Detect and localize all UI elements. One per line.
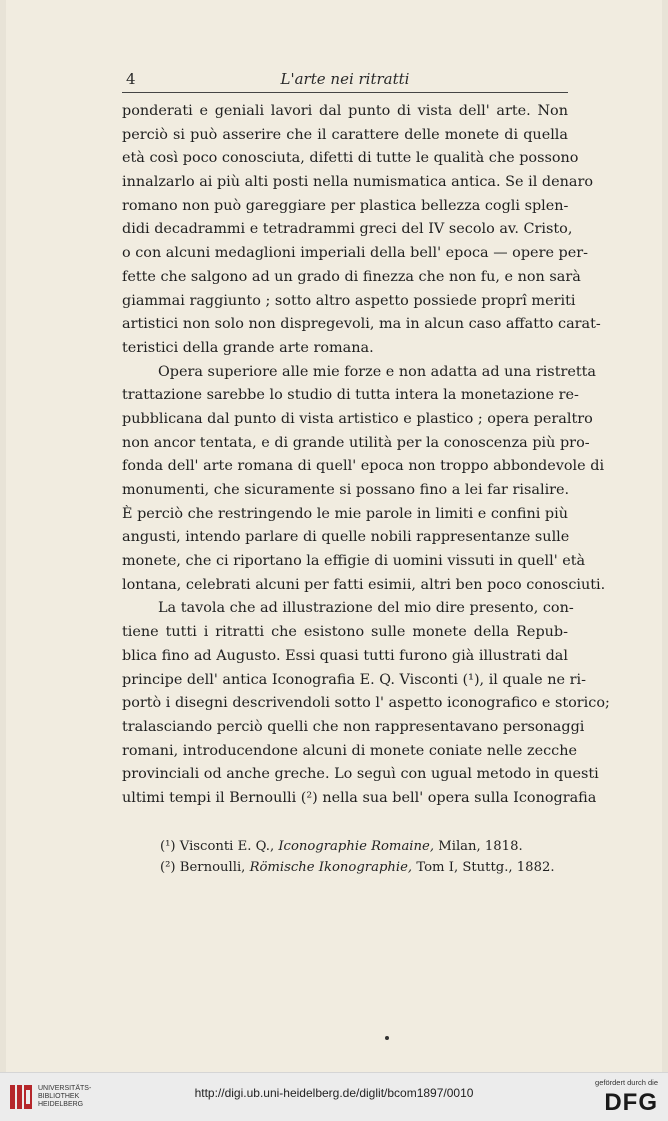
footnote-author: Bernoulli, bbox=[179, 860, 246, 875]
text-line: romano non può gareggiare per plastica bellezza cogli splen- bbox=[122, 197, 569, 214]
text-line: blica fino ad Augusto. Essi quasi tutti furono già illustrati dal bbox=[122, 647, 568, 664]
text-line: monete, che ci riportano la effigie di uomini vissuti in quell' età bbox=[122, 553, 586, 570]
footnote bbox=[160, 836, 560, 857]
text-line: portò i disegni descrivendoli sotto l' aspetto iconografico e storico; bbox=[122, 695, 610, 712]
text-line: fette che salgono ad un grado di finezza che non fu, e non sarà bbox=[122, 268, 581, 285]
text-line: È perciò che restringendo le mie parole in limiti e confini più bbox=[122, 505, 568, 522]
text-line: monumenti, che sicuramente si possano fino a lei far risalire. bbox=[122, 482, 570, 498]
footnote-title: Iconographie Romaine, bbox=[278, 839, 435, 854]
text-line: perciò si può asserire che il carattere delle monete di quella bbox=[122, 126, 568, 143]
text-line: romani, introducendone alcuni di monete coniate nelle zecche bbox=[122, 742, 577, 759]
text-line: lontana, celebrati alcuni per fatti esimii, altri ben poco conosciuti. bbox=[122, 576, 606, 593]
footnote-rest: Tom I, Stuttg., 1882. bbox=[416, 860, 555, 875]
footnote-title: Römische Ikonographie, bbox=[249, 860, 413, 875]
text-line: pubblicana dal punto di vista artistico e plastico ; opera peraltro bbox=[122, 410, 593, 427]
funder-label: gefördert durch die bbox=[595, 1078, 658, 1087]
text-line: fonda dell' arte romana di quell' epoca non troppo abbondevole di bbox=[122, 458, 605, 475]
footnote bbox=[160, 857, 560, 878]
body-text bbox=[122, 100, 610, 811]
text-line: teristici della grande arte romana. bbox=[122, 339, 374, 356]
text-line: principe dell' antica Iconografia E. Q. Visconti (¹), il quale ne ri- bbox=[122, 671, 586, 688]
viewer-footer bbox=[0, 1072, 668, 1121]
footnote-marker: (²) bbox=[160, 860, 176, 875]
text-line: o con alcuni medaglioni imperiali della bell' epoca — opere per- bbox=[122, 245, 589, 262]
text-line: tiene tutti i ritratti che esistono sulle monete della Repub- bbox=[122, 624, 568, 641]
running-title: L'arte nei ritratti bbox=[280, 70, 410, 88]
page-number: 4 bbox=[126, 70, 136, 88]
text-line: ultimi tempi il Bernoulli (²) nella sua bell' opera sulla Iconografia bbox=[122, 789, 597, 806]
text-line: innalzarlo ai più alti posti nella numismatica antica. Se il denaro bbox=[122, 174, 593, 191]
footnotes bbox=[160, 836, 560, 878]
page-header bbox=[122, 66, 568, 93]
permalink-url[interactable]: http://digi.ub.uni-heidelberg.de/diglit/bcom1897/0010 bbox=[194, 1086, 474, 1100]
text-line: didi decadrammi e tetradrammi greci del IV secolo av. Cristo, bbox=[122, 221, 573, 238]
footnote-marker: (¹) bbox=[160, 839, 176, 854]
text-line: artistici non solo non dispregevoli, ma in alcun caso affatto carat- bbox=[122, 316, 601, 333]
text-line: ponderati e geniali lavori dal punto di vista dell' arte. Non bbox=[122, 103, 568, 119]
stray-mark bbox=[385, 1036, 389, 1040]
text-line: trattazione sarebbe lo studio di tutta intera la monetazione re- bbox=[122, 387, 579, 404]
footnote-rest: Milan, 1818. bbox=[438, 839, 523, 854]
dfg-logo[interactable]: DFG bbox=[604, 1089, 658, 1116]
text-line: giammai raggiunto ; sotto altro aspetto possiede proprî meriti bbox=[122, 292, 576, 309]
text-line: angusti, intendo parlare di quelle nobili rappresentanze sulle bbox=[122, 529, 570, 546]
text-line: Opera superiore alle mie forze e non adatta ad una ristretta bbox=[158, 363, 597, 380]
institution-name: UNIVERSITÄTS- BIBLIOTHEK HEIDELBERG bbox=[38, 1085, 92, 1108]
text-line: La tavola che ad illustrazione del mio dire presento, con- bbox=[158, 600, 574, 617]
text-line: tralasciando perciò quelli che non rappresentavano personaggi bbox=[122, 718, 585, 735]
text-line: provinciali od anche greche. Lo seguì con ugual metodo in questi bbox=[122, 766, 599, 783]
text-line: età così poco conosciuta, difetti di tutte le qualità che possono bbox=[122, 150, 579, 167]
text-line: non ancor tentata, e di grande utilità per la conoscenza più pro- bbox=[122, 434, 590, 451]
footnote-author: Visconti E. Q., bbox=[179, 839, 275, 854]
